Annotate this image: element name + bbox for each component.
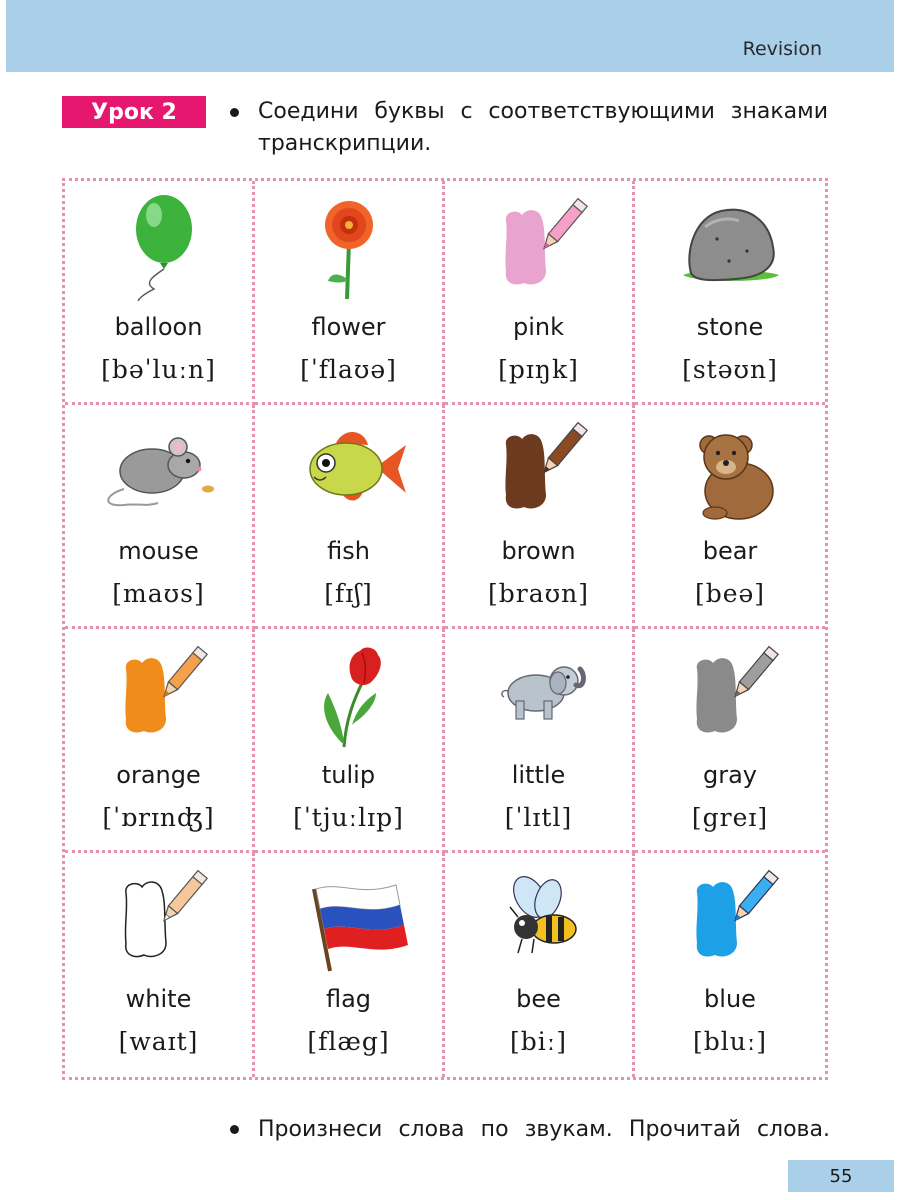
card xyxy=(445,629,635,853)
card xyxy=(445,405,635,629)
card-transcription: [waɪt] xyxy=(118,1027,199,1056)
card-word: stone xyxy=(696,313,764,341)
tulip-icon xyxy=(284,639,414,749)
bullet-icon xyxy=(230,108,239,117)
card-transcription: [pɪŋk] xyxy=(498,355,579,384)
blue-swatch-icon xyxy=(665,863,795,973)
card xyxy=(635,853,825,1077)
card xyxy=(255,181,445,405)
card xyxy=(445,181,635,405)
vocabulary-grid xyxy=(62,178,828,1080)
card-transcription: [ˈtjuːlɪp] xyxy=(293,803,404,832)
card-word: tulip xyxy=(321,761,376,789)
bear-icon xyxy=(665,415,795,525)
card-word: mouse xyxy=(118,537,199,565)
card xyxy=(635,629,825,853)
card-word: fish xyxy=(327,537,370,565)
card-word: orange xyxy=(116,761,201,789)
card-transcription: [ˈflaʊə] xyxy=(300,355,397,384)
card-word: bear xyxy=(702,537,758,565)
card xyxy=(65,629,255,853)
card-transcription: [bəˈluːn] xyxy=(101,355,216,384)
pink-swatch-icon xyxy=(474,191,604,301)
card-word: pink xyxy=(512,313,564,341)
card xyxy=(65,181,255,405)
card-transcription: [ˈɒrɪnʤ] xyxy=(102,803,215,832)
lesson-badge: Урок 2 xyxy=(62,96,206,128)
card-transcription: [ˈlɪtl] xyxy=(504,803,573,832)
card-transcription: [flæg] xyxy=(307,1027,390,1056)
fish-icon xyxy=(284,415,414,525)
card-transcription: [braʊn] xyxy=(488,579,589,608)
instruction-bottom: Произнеси слова по звукам. Прочитай слова. xyxy=(258,1117,830,1142)
bullet-icon xyxy=(230,1125,239,1134)
card-word: blue xyxy=(704,985,756,1013)
card-transcription: [beə] xyxy=(694,579,766,608)
flower-icon xyxy=(284,191,414,301)
card-word: little xyxy=(511,761,566,789)
card xyxy=(255,629,445,853)
card-transcription: [biː] xyxy=(510,1027,567,1056)
orange-swatch-icon xyxy=(94,639,224,749)
card-transcription: [fɪʃ] xyxy=(324,579,373,608)
stone-icon xyxy=(665,191,795,301)
gray-swatch-icon xyxy=(665,639,795,749)
header-title: Revision xyxy=(742,38,822,60)
card-word: balloon xyxy=(114,313,203,341)
card-transcription: [stəʊn] xyxy=(682,355,778,384)
card xyxy=(65,405,255,629)
white-swatch-icon xyxy=(94,863,224,973)
bee-icon xyxy=(474,863,604,973)
mouse-icon xyxy=(94,415,224,525)
card-transcription: [bluː] xyxy=(692,1027,768,1056)
card-word: brown xyxy=(501,537,576,565)
card-word: white xyxy=(125,985,192,1013)
card xyxy=(255,853,445,1077)
card xyxy=(255,405,445,629)
card-word: bee xyxy=(516,985,561,1013)
elephant-icon xyxy=(474,639,604,749)
card-word: flag xyxy=(325,985,372,1013)
card-transcription: [maʊs] xyxy=(112,579,205,608)
card xyxy=(445,853,635,1077)
brown-swatch-icon xyxy=(474,415,604,525)
card-word: flower xyxy=(311,313,386,341)
card xyxy=(635,405,825,629)
card xyxy=(635,181,825,405)
russian-flag-icon xyxy=(284,863,414,973)
header-band xyxy=(6,0,894,72)
instruction-top: Соедини буквы с соответствующими знаками транскрипции. xyxy=(258,99,828,156)
card-word: gray xyxy=(702,761,757,789)
card-transcription: [greɪ] xyxy=(691,803,769,832)
card xyxy=(65,853,255,1077)
balloon-icon xyxy=(94,191,224,301)
page-number: 55 xyxy=(788,1160,894,1192)
